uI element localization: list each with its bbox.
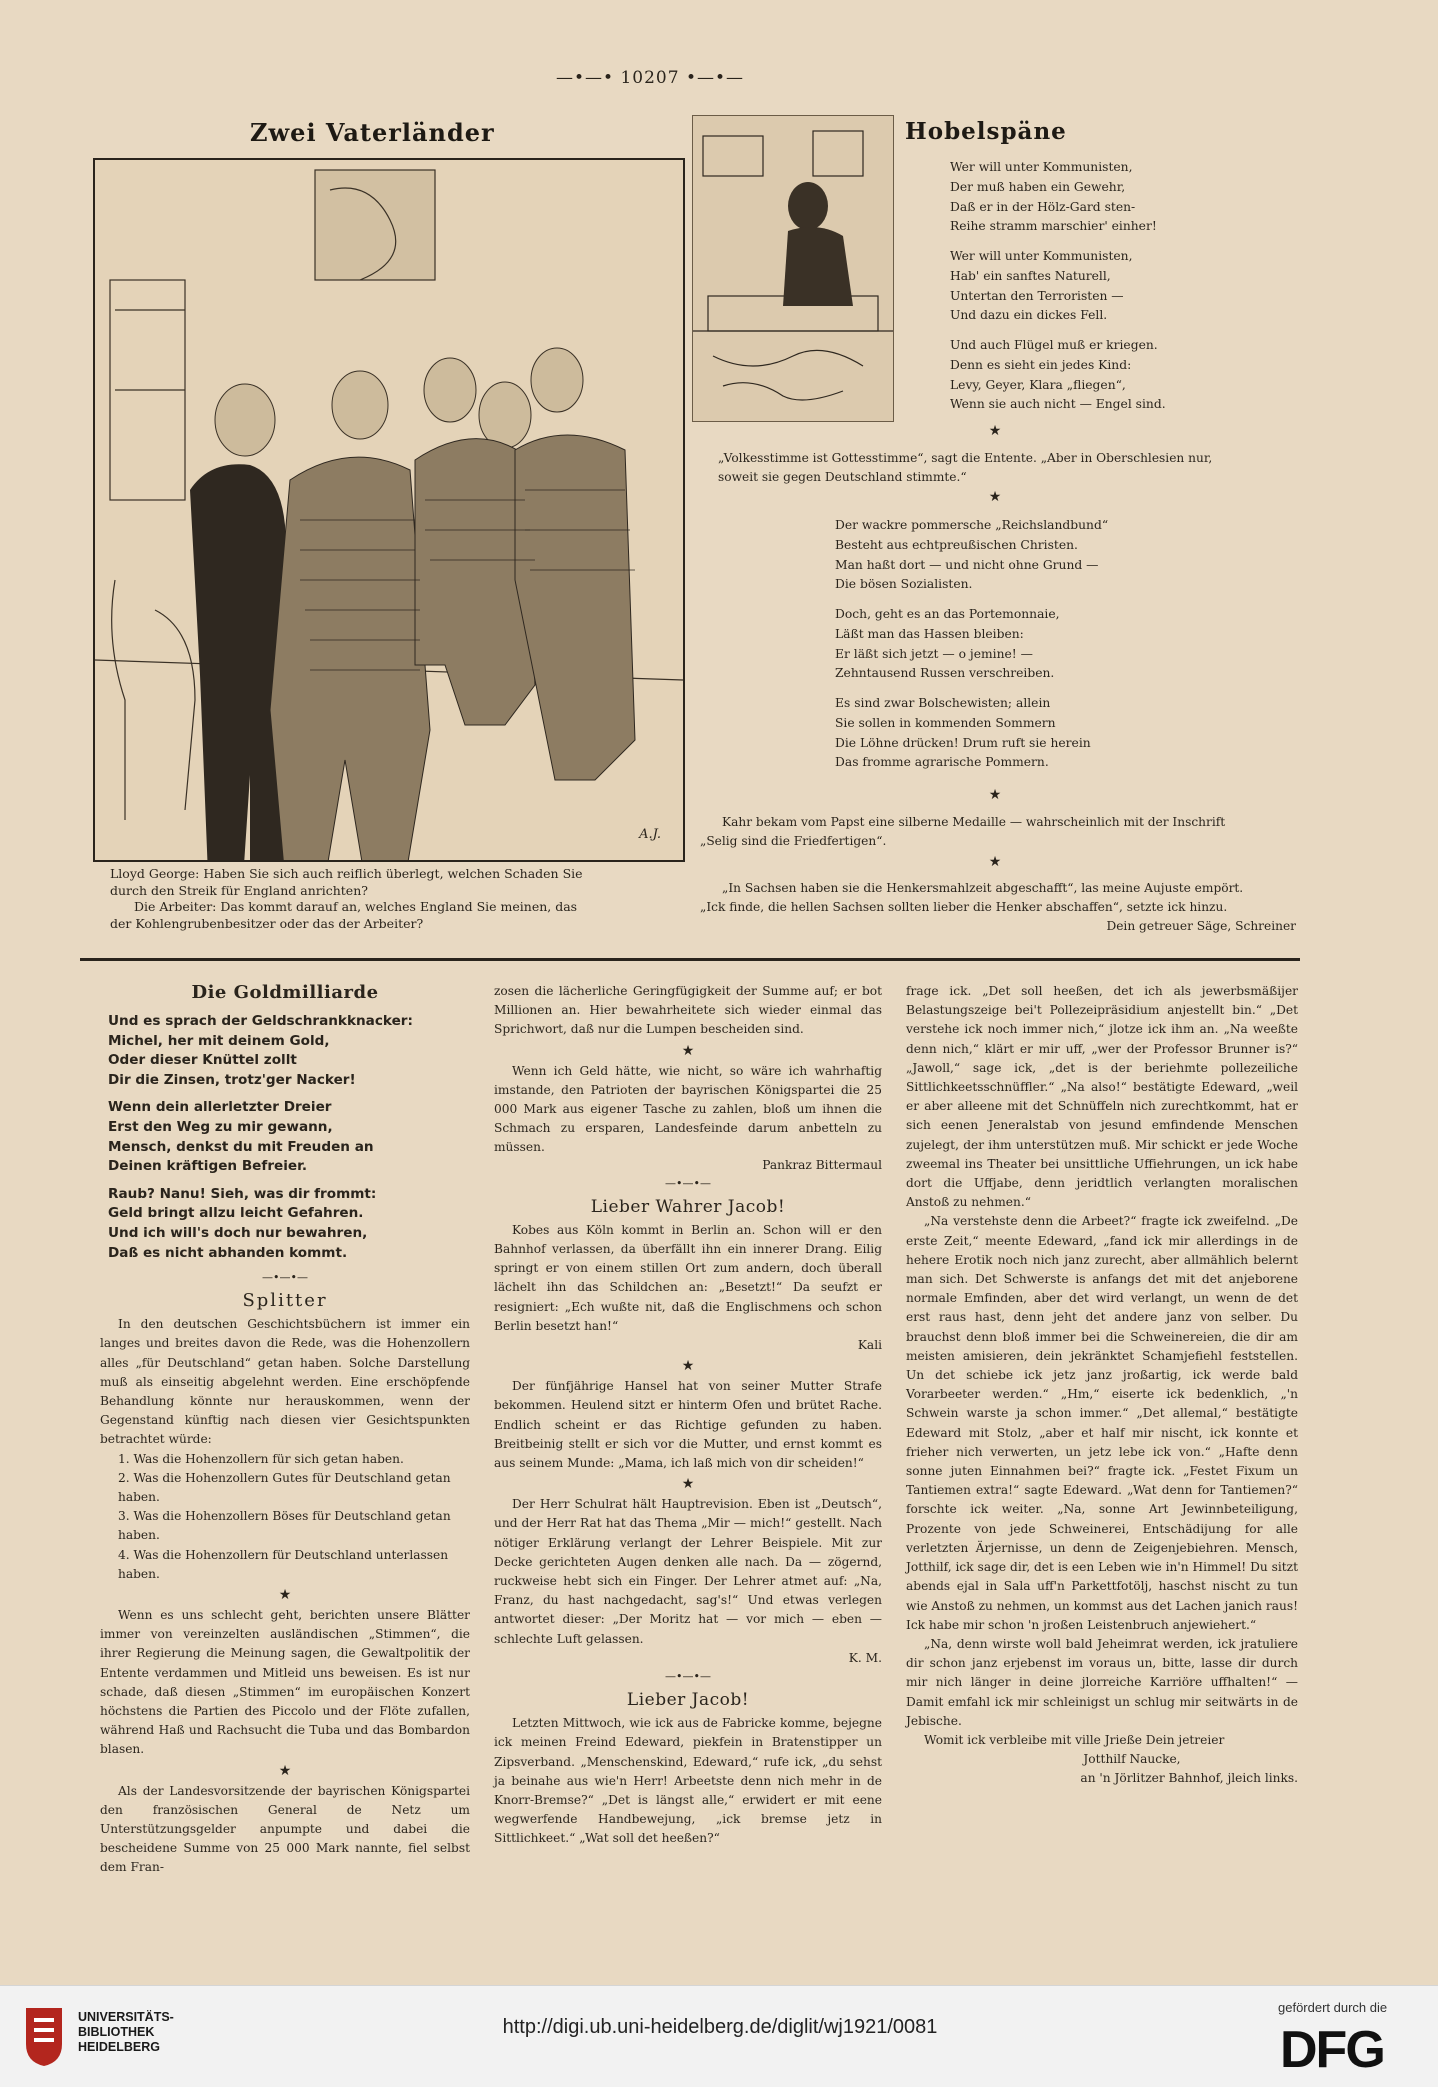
institution-name <box>78 2010 174 2055</box>
hobel-verse-5 <box>835 605 1195 684</box>
verse-line: Der wackre pommersche „Reichslandbund“ <box>835 518 1109 532</box>
lieber-jacob-title: Lieber Jacob! <box>626 1690 750 1711</box>
verse-line: Wenn sie auch nicht — Engel sind. <box>950 397 1166 412</box>
cartoon-title: Zwei Vaterländer <box>250 118 495 147</box>
verse-line: Geld bringt allzu leicht Gefahren. <box>108 1205 364 1222</box>
col2-signature-2: Kali <box>857 1338 882 1353</box>
star-separator: ★ <box>278 1586 292 1603</box>
verse-line: Daß es nicht abhanden kommt. <box>108 1244 348 1261</box>
verse-line: Mensch, denkst du mit Freuden an <box>108 1138 374 1155</box>
dfg-logo: DFG <box>1280 2021 1384 2079</box>
verse-line: Denn es sieht ein jedes Kind: <box>950 357 1132 372</box>
page-number-value: 10207 <box>620 68 680 88</box>
verse-line: Man haßt dort — und nicht ohne Grund — <box>835 557 1099 572</box>
verse-line: Er läßt sich jetzt — o jemine! — <box>835 646 1033 661</box>
verse-line: Michel, her mit deinem Gold, <box>108 1032 330 1049</box>
col2-paragraph-3: Kobes aus Köln kommt in Berlin an. Schon will er den Bahnhof verlassen, da überfällt ihn ein innerer Drang. Eilig springt er von einem stillen Ort zum andern, doch überall lächelt ihn das Schildchen an: „Besetzt!“ Da seufzt er resigniert: „Ech wußte nit, daß die Englischmens och schon Berlin besetzt han!“ <box>494 1222 882 1333</box>
verse-line: Levy, Geyer, Klara „fliegen“, <box>950 377 1126 392</box>
hobel-verse-6 <box>835 694 1195 773</box>
carpenter-drawing <box>693 116 893 421</box>
verse-line: Läßt man das Hassen bleiben: <box>835 626 1024 641</box>
hobel-verse-3 <box>950 336 1310 415</box>
column-1 <box>100 978 470 1878</box>
verse-line: Daß er in der Hölz-Gard sten- <box>950 199 1136 214</box>
caption-line: Die Arbeiter: Das kommt darauf an, welches England Sie meinen, das <box>134 899 578 914</box>
text-line: „Ick finde, die hellen Sachsen sollten lieber die Henker abschaffen“, setzte ick hinzu. <box>700 900 1228 915</box>
col3-paragraph-4: Womit ick verbleibe mit ville Jrieße Dein jetreier <box>924 1732 1225 1747</box>
col3-signature-place: an 'n Jörlitzer Bahnhof, jleich links. <box>1080 1771 1298 1786</box>
verse-line: Die Löhne drücken! Drum ruft sie herein <box>835 735 1091 750</box>
separator: —•—•— <box>262 1271 308 1285</box>
institution-line: UNIVERSITÄTS- <box>78 2010 174 2024</box>
hobel-signature: Dein getreuer Säge, Schreiner <box>1106 919 1296 934</box>
separator: —•—•— <box>665 1670 711 1684</box>
star-separator: ★ <box>681 1042 695 1059</box>
verse-line: Und ich will's doch nur bewahren, <box>108 1224 368 1241</box>
verse-line: Untertan den Terroristen — <box>950 288 1124 303</box>
col2-paragraph-5: Der Herr Schulrat hält Hauptrevision. Eben ist „Deutsch“, und der Herr Rat hat das Thema „Mir — mich!“ gestellt. Nach nötiger Erklärung verlangt der Lehrer Beispiele. Mit zur Decke gerichteten Augen denken alle nach. Da — zögernd, ruckweise hebt sich ein Finger. Der Lehrer atmet auf: „Na, Franz, du hast nachgedacht, sag's!“ Und etwas verlegen antwortet dieser: „Der Moritz hat — vor mich — eben — schlechte Luft gelassen. <box>494 1497 882 1646</box>
col3-paragraph-1: frage ick. „Det soll heeßen, det ich als jewerbsmäßijer Belastungszeige bei't Pollezeipräsidium anjestellt bin.“ „Det verstehe ick noch immer nich,“ jlotze ick ihm an. „Na weeßte denn nich,“ klärt er mir uff, „wer der Professor Brunner is?“ „Jawoll,“ sage ick, „det is der beriehmte pollezeiliche Sittlichkeetsschnüffler.“ „Na also!“ bestätigte Edeward, „weil er aber alleene mit det Schnüffeln nich zurechtkommt, hat er sich eenen Jeneralstab von jesund emfindende Menschen zujelegt, der ihm unterstützen muß. Mir schickt er jede Woche zweemal ins Theater bei unsittliche Uffiehrungen, un ick habe dort die Uffjabe, denn jeridtlich verlangten moralischen Anstoß zu nehmen.“ <box>906 984 1298 1210</box>
university-logo-icon <box>20 2004 68 2068</box>
text-line: „In Sachsen haben sie die Henkersmahlzeit abgeschafft“, las meine Aujuste empört. <box>722 881 1244 895</box>
caption-line: durch den Streik für England anrichten? <box>110 882 368 898</box>
verse-line: Oder dieser Knüttel zollt <box>108 1052 297 1069</box>
star-separator: ★ <box>988 787 1002 803</box>
verse-line: Dir die Zinsen, trotz'ger Nacker! <box>108 1071 356 1088</box>
col2-paragraph-1: zosen die lächerliche Geringfügigkeit der Summe auf; er bot Millionen an. Hier bewahrheitete sich wieder einmal das Sprichwort, daß nur die Lumpen bescheiden sind. <box>494 984 882 1037</box>
horizontal-divider <box>80 958 1300 961</box>
verse-line: Die bösen Sozialisten. <box>835 577 973 592</box>
verse-line: Wer will unter Kommunisten, <box>950 249 1133 263</box>
hobel-illustration <box>692 115 894 422</box>
verse-line: Sie sollen in kommenden Sommern <box>835 715 1056 730</box>
hobel-verse-4 <box>835 516 1195 595</box>
caption-line: Lloyd George: Haben Sie sich auch reiflich überlegt, welchen Schaden Sie <box>110 866 583 881</box>
verse-line: Der muß haben ein Gewehr, <box>950 179 1126 194</box>
verse-line: Und dazu ein dickes Fell. <box>950 308 1108 323</box>
verse-line: Wer will unter Kommunisten, <box>950 160 1133 174</box>
star-separator: ★ <box>681 1476 695 1493</box>
cartoon-signature: A.J. <box>639 827 661 842</box>
col2-paragraph-2: Wenn ich Geld hätte, wie nicht, so wäre ich wahrhaftig imstande, den Patrioten der bayrischen Königspartei die 25 000 Mark aus eigener Tasche zu zahlen, bloß um ihnen die Schmach zu ersparen, Landesfeinde darum anbetteln zu müssen. <box>494 1063 882 1155</box>
verse-line: Es sind zwar Bolschewisten; allein <box>835 696 1051 710</box>
star-separator: ★ <box>988 423 1002 439</box>
col3-paragraph-3: „Na, denn wirste woll bald Jeheimrat werden, ick jratuliere dir schon janz erjebenst im voraus un, bitte, lasse dir durch mir nich länger in deine jlorreiche Karriöre uffhalten!“ — Damit emfahl ick mir schleinigst un schlug mir seitwärts in de Jebische. <box>906 1636 1298 1728</box>
cartoon-illustration <box>93 158 685 862</box>
star-separator: ★ <box>681 1358 695 1375</box>
verse-line: Und es sprach der Geldschrankknacker: <box>108 1013 413 1029</box>
col2-signature-1: Pankraz Bittermaul <box>762 1157 882 1172</box>
col3-signature-name: Jotthilf Naucke, <box>1083 1752 1181 1767</box>
text-line: „Selig sind die Friedfertigen“. <box>700 834 887 849</box>
verse-line: Hab' ein sanftes Naturell, <box>950 268 1111 283</box>
page-number-deco-right: •—•— <box>685 68 745 88</box>
institution-line: HEIDELBERG <box>78 2040 160 2054</box>
splitter-title: Splitter <box>242 1290 328 1312</box>
verse-line: Raub? Nanu! Sieh, was dir frommt: <box>108 1185 377 1202</box>
verse-line: Erst den Weg zu mir gewann, <box>108 1118 333 1135</box>
footer-bar <box>0 1985 1438 2087</box>
col3-paragraph-2: „Na verstehste denn die Arbeet?“ fragte ick zweifelnd. „De erste Zeit,“ meente Edeward, „fand ick mir allerdings in de hehere Erotik noch nich janz zurecht, aber allmählich belernt man sich. Det Schwerste is anfangs det mit det anjeborene normale Emfinden, aber det wird verlangt, un wenn de det erst raus hast, denn jeht det andere janz von selber. Du brauchst denn bloß immer bei die Schweinereien, die dir am meisten amisieren, dein jekränktet Schamjefiehl feststellen. Un det schiebe ick jetz janz jroßartig, ick werde bald Vorarbeeter werden.“ „Hm,“ eiserte ick bedenklich, „'n Schwein warste ja schon immer.“ „Det allemal,“ bestätigte Edeward mit Stolz, „aber et half mir nischt, ick konnte et frieher nich verwerten, un jetz lebe ick von.“ „Hafte denn sonne juten Einnahmen bei?“ fragte ick. „Festet Fixum un Tantiemen extra!“ sagte Edeward. „Wat denn for Tantiemen?“ forschte ick weiter. „Na, sonne Art Jewinnbeteiligung, Prozente von jede Schweinerei, Entschädijung for alle verletzten Ärjernisse, un denn de Zeigenjebiehren. Mensch, Jotthilf, ick sage dir, det is een Leben wie in'n Himmel! Du sitzt abends ejal in Sala uff'n Parkettfotölj, haschst nischt zu tun wie Anstoß zu nehmen, un kommst aus det Lachen janich raus! Ick habe mir schon 'n jroßen Leistenbruch anjewiehert.“ <box>906 1214 1298 1632</box>
hobel-verse-2 <box>950 247 1310 326</box>
goldmilliarde-verse-2 <box>100 1098 470 1176</box>
list-item: 4. Was die Hohenzollern für Deutschland unterlassen haben. <box>118 1547 449 1581</box>
lieber-wahrer-jacob-title: Lieber Wahrer Jacob! <box>590 1196 786 1217</box>
goldmilliarde-verse-1 <box>100 1012 470 1090</box>
cartoon-caption <box>110 866 670 932</box>
verse-line: Doch, geht es an das Portemonnaie, <box>835 607 1060 621</box>
separator: —•—•— <box>665 1176 711 1190</box>
splitter-paragraph-1: In den deutschen Geschichtsbüchern ist immer ein langes und breites davon die Rede, was die Hohenzollern alles „für Deutschland“ getan haben. Solche Darstellung muß als einseitig abgelehnt werden. Eine erschöpfende Behandlung könnte nur herauskommen, wenn der Gegenstand künftig nach diesen vier Gesichtspunkten betrachtet würde: <box>100 1317 470 1447</box>
col2-signature-3: K. M. <box>848 1650 882 1665</box>
verse-line: Und auch Flügel muß er kriegen. <box>950 338 1158 352</box>
verse-line: Reihe stramm marschier' einher! <box>950 219 1157 234</box>
star-separator: ★ <box>988 489 1002 505</box>
col2-paragraph-6: Letzten Mittwoch, wie ick aus de Fabricke komme, bejegne ick meinen Freind Edeward, piekfein in Bratenstipper un Zipsverband. „Menschenskind, Edeward,“ rufe ick, „du sehst ja beinahe aus wie'n Herr! Arbeetste denn nich mehr in de Knorr-Bremse?“ „Det is längst alle,“ erwidert er mit eene wegwerfende Handbewejung, „ick bremse jetz in Sittlichkeet.“ „Wat soll det heeßen?“ <box>494 1716 882 1846</box>
funding-caption: gefördert durch die <box>1278 2000 1388 2015</box>
verse-line: Besteht aus echtpreußischen Christen. <box>835 537 1078 552</box>
hobel-paragraph-1 <box>718 449 1298 487</box>
verse-line: Wenn dein allerletzter Dreier <box>108 1099 332 1116</box>
hobel-paragraph-2 <box>700 813 1300 851</box>
caption-line: der Kohlengrubenbesitzer oder das der Arbeiter? <box>110 915 424 931</box>
column-3 <box>906 982 1298 1789</box>
column-2 <box>494 982 882 1849</box>
list-item: 3. Was die Hohenzollern Böses für Deutschland getan haben. <box>118 1509 451 1543</box>
splitter-list <box>100 1450 470 1584</box>
verse-line: Zehntausend Russen verschreiben. <box>835 666 1055 681</box>
text-line: Kahr bekam vom Papst eine silberne Medaille — wahrscheinlich mit der Inschrift <box>722 815 1226 829</box>
goldmilliarde-title: Die Goldmilliarde <box>191 982 379 1003</box>
star-separator: ★ <box>278 1762 292 1779</box>
splitter-paragraph-2: Wenn es uns schlecht geht, berichten unsere Blätter immer von vereinzelten ausländischen „Stimmen“, die ihrer Regierung die Meinung sagen, die Gewaltpolitik der Entente verdammen und Mitleid uns beweisen. Es ist nur schade, daß diesen „Stimmen“ im europäischen Konzert höchstens die Partien des Piccolo und der Flöte zufallen, während Haß und Rachsucht die Tuba und das Bombardon blasen. <box>100 1607 470 1757</box>
institution-line: BIBLIOTHEK <box>78 2025 155 2039</box>
verse-line: Das fromme agrarische Pommern. <box>835 755 1049 770</box>
source-url-link[interactable]: http://digi.ub.uni-heidelberg.de/diglit/wj1921/0081 <box>502 2016 938 2038</box>
goldmilliarde-verse-3 <box>100 1185 470 1263</box>
hobel-paragraph-3 <box>700 879 1300 937</box>
hobel-verse-1 <box>950 158 1310 237</box>
star-separator: ★ <box>988 854 1002 870</box>
splitter-paragraph-3: Als der Landesvorsitzende der bayrischen Königspartei den französischen General de Netz um Unterstützungsgelder anpumpte und dabei die bescheidene Summe von 25 000 Mark nannte, fiel selbst dem Fran- <box>100 1783 470 1875</box>
verse-line: Deinen kräftigen Befreier. <box>108 1158 308 1175</box>
col2-paragraph-4: Der fünfjährige Hansel hat von seiner Mutter Strafe bekommen. Heulend sitzt er hinterm Ofen und brütet Rache. Endlich scheint er das Richtige gefunden zu haben. Breitbeinig stellt er sich vor die Mutter, und ernst kommt es aus seinem Munde: „Mama, ich laß mich von dir scheiden!“ <box>494 1379 882 1471</box>
text-line: soweit sie gegen Deutschland stimmte.“ <box>718 470 967 485</box>
page-number <box>540 68 760 88</box>
hobel-title: Hobelspäne <box>905 118 1067 145</box>
page-number-deco-left: —•—• <box>555 68 615 88</box>
list-item: 1. Was die Hohenzollern für sich getan haben. <box>118 1451 404 1466</box>
text-line: „Volkesstimme ist Gottesstimme“, sagt die Entente. „Aber in Oberschlesien nur, <box>718 451 1213 465</box>
cartoon-drawing <box>95 160 683 860</box>
list-item: 2. Was die Hohenzollern Gutes für Deutschland getan haben. <box>118 1470 451 1504</box>
